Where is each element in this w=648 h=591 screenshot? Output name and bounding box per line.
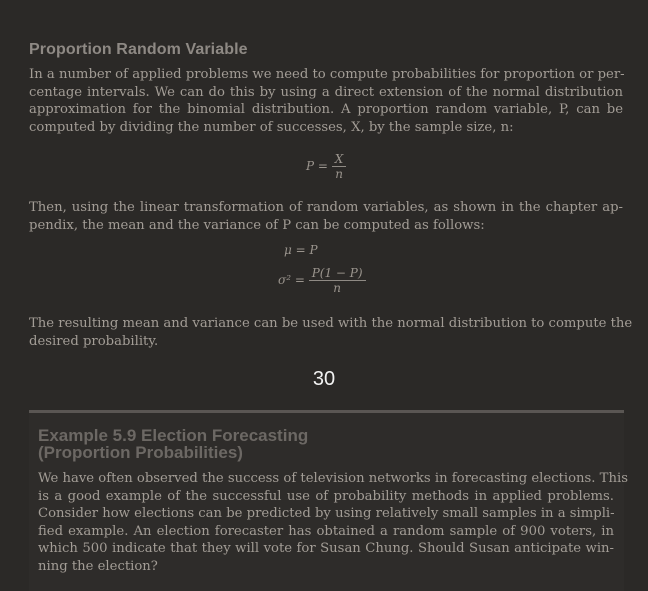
text-line: approximation for the binomial distribution. A proportion random variable, P, can be [29, 102, 623, 117]
variance-equation [278, 266, 366, 295]
text-line: The resulting mean and variance can be used with the normal distribution to compute the [29, 316, 633, 331]
denominator: n [332, 166, 347, 181]
text-line: We have often observed the success of television networks in forecasting elections. This [38, 471, 628, 486]
example-subtitle-line: (Proportion Probabilities) [38, 443, 243, 462]
fraction [332, 152, 347, 181]
text-line: ning the election? [38, 558, 158, 574]
example-title-line: Example 5.9 Election Forecasting [38, 426, 309, 445]
numerator: P(1 − P) [311, 266, 363, 280]
proportion-equation [306, 152, 346, 181]
text-line: In a number of applied problems we need to compute probabilities for proportion or per- [29, 67, 625, 82]
equation-lhs: P = [306, 159, 328, 173]
example-body [38, 470, 628, 575]
section-heading: Proportion Random Variable [29, 41, 248, 58]
text-line: Then, using the linear transformation of random variables, as shown in the chapter ap- [29, 200, 623, 215]
closing-paragraph [29, 315, 633, 350]
numerator: X [334, 152, 344, 166]
equation-lhs: σ² = [278, 273, 305, 287]
text-line: centage intervals. We can do this by using a direct extension of the normal distribution [29, 84, 623, 100]
text-line: which 500 indicate that they will vote for Susan Chung. Should Susan anticipate win- [38, 541, 614, 556]
text-line: computed by dividing the number of successes, X, by the sample size, n: [29, 119, 514, 135]
mean-equation: μ = P [284, 243, 318, 257]
example-title [38, 427, 308, 461]
page-number: 30 [312, 368, 336, 390]
text-line: Consider how elections can be predicted by using relatively small samples in a simpli- [38, 506, 615, 521]
text-line: fied example. An election forecaster has obtained a random sample of 900 voters, in [38, 523, 614, 539]
transition-paragraph [29, 199, 623, 234]
text-line: is a good example of the successful use of probability methods in applied problems. [38, 488, 614, 504]
intro-paragraph [29, 66, 623, 136]
text-line: pendix, the mean and the variance of P can be computed as follows: [29, 217, 485, 233]
denominator: n [309, 280, 366, 295]
text-line: desired probability. [29, 333, 159, 349]
fraction [309, 266, 366, 295]
